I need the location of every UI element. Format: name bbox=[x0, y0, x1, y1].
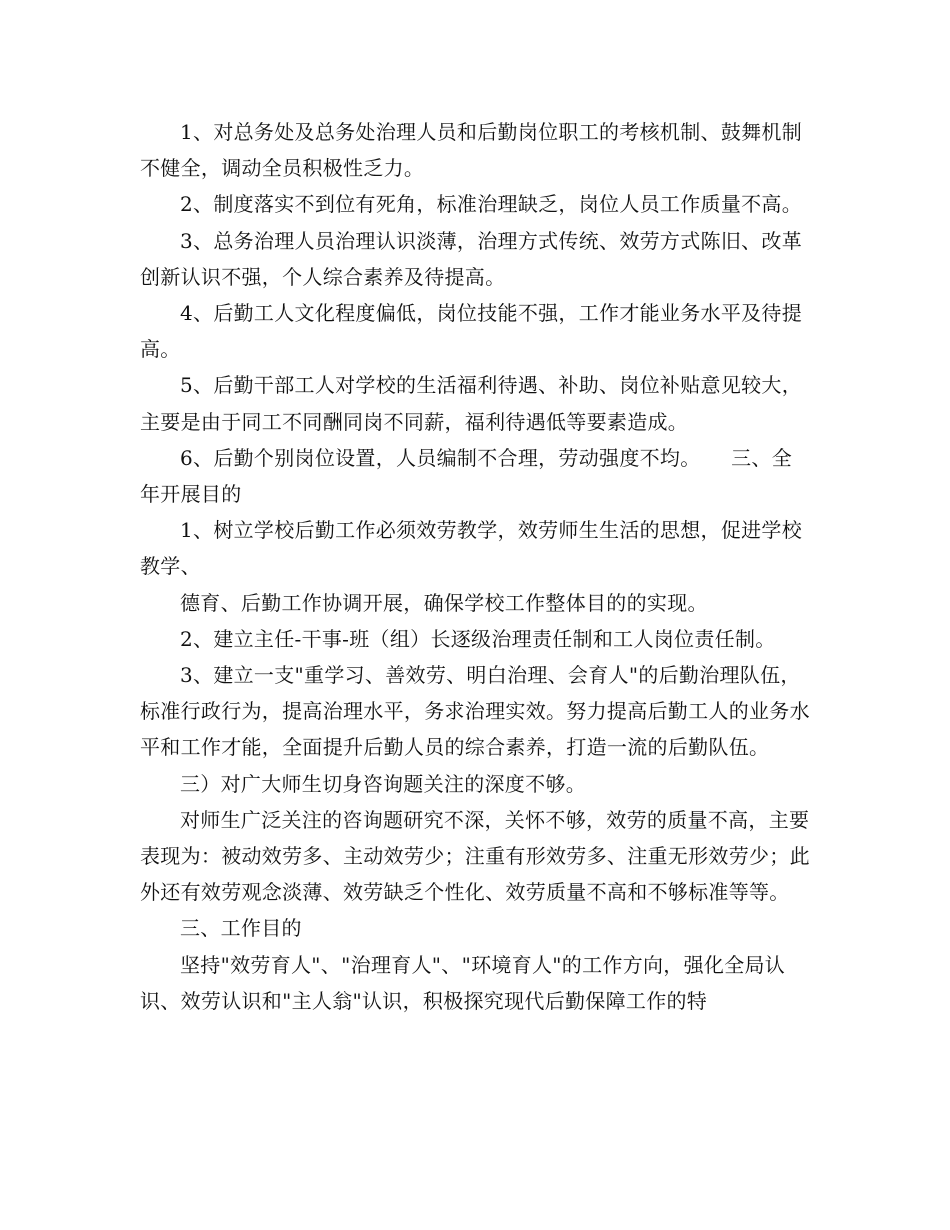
paragraph-11: 三）对广大师生切身咨询题关注的深度不够。 bbox=[180, 771, 586, 796]
paragraph-5: 5、后勤干部工人对学校的生活福利待遇、补助、岗位补贴意见较大，主要是由于同工不同酬同岗不同薪，福利待遇低等要素造成。 bbox=[140, 373, 803, 434]
paragraph-8: 德育、后勤工作协调开展，确保学校工作整体目的的实现。 bbox=[180, 590, 708, 615]
paragraph-2: 2、制度落实不到位有死角，标准治理缺乏，岗位人员工作质量不高。 bbox=[180, 192, 803, 217]
section-heading: 三、工作目的 bbox=[180, 916, 302, 941]
paragraph-10: 3、建立一支"重学习、善效劳、明白治理、会育人"的后勤治理队伍，标准行政行为，提高治理水平，务求治理实效。努力提高后勤工人的业务水平和工作才能，全面提升后勤人员的综合素养，打造一流的后勤队伍。 bbox=[140, 663, 810, 760]
paragraph-6: 6、后勤个别岗位设置，人员编制不合理，劳动强度不均。 三、全年开展目的 bbox=[140, 445, 793, 507]
paragraph-14: 坚持"效劳育人"、"治理育人"、"环境育人"的工作方向，强化全局认识、效劳认识和"主人翁"认识，积极探究现代后勤保障工作的特 bbox=[140, 952, 786, 1013]
paragraph-3: 3、总务治理人员治理认识淡薄，治理方式传统、效劳方式陈旧、改革创新认识不强，个人综合素养及待提高。 bbox=[140, 228, 803, 289]
paragraph-9: 2、建立主任-干事-班（组）长逐级治理责任制和工人岗位责任制。 bbox=[180, 626, 776, 651]
paragraph-7: 1、树立学校后勤工作必须效劳教学，效劳师生生活的思想，促进学校教学、 bbox=[140, 518, 803, 579]
document-body bbox=[140, 114, 812, 1019]
paragraph-4: 4、后勤工人文化程度偏低，岗位技能不强，工作才能业务水平及待提高。 bbox=[140, 301, 803, 362]
paragraph-12: 对师生广泛关注的咨询题研究不深，关怀不够，效劳的质量不高，主要表现为：被动效劳多、主动效劳少；注重有形效劳多、注重无形效劳少；此外还有效劳观念淡薄、效劳缺乏个性化、效劳质量不高和不够标准等等。 bbox=[140, 807, 810, 905]
paragraph-1: 1、对总务处及总务处治理人员和后勤岗位职工的考核机制、鼓舞机制不健全，调动全员积极性乏力。 bbox=[140, 120, 803, 181]
